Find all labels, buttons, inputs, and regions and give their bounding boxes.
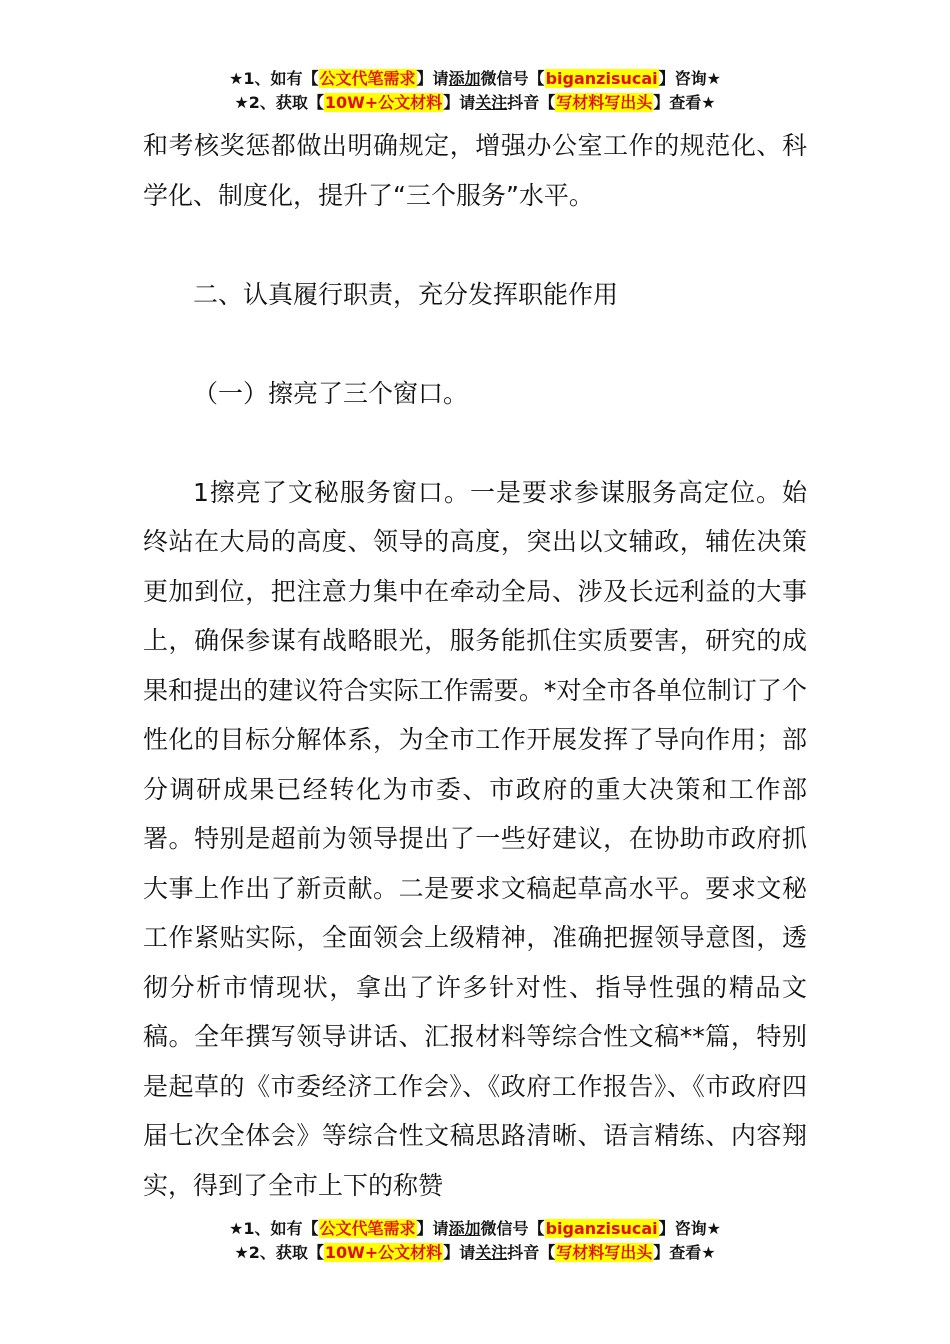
subsection-heading: （一）擦亮了三个窗口。 — [193, 378, 469, 408]
bottom-promo-banner — [0, 1217, 950, 1265]
highlight-douyin-account: 写材料写出头 — [556, 93, 653, 112]
highlight-wechat-id: biganzisucai — [545, 69, 658, 88]
highlight-wechat-id: biganzisucai — [545, 1219, 658, 1238]
top-promo-banner — [0, 67, 950, 115]
section-heading: 二、认真履行职责，充分发挥职能作用 — [193, 279, 619, 309]
highlight-materials: 10W+公文材料 — [324, 93, 443, 112]
banner-line-1: ★1、如有【公文代笔需求】请添加微信号【biganzisucai】咨询★ — [229, 69, 721, 88]
highlight-douyin-account: 写材料写出头 — [556, 1243, 653, 1262]
intro-paragraph: 和考核奖惩都做出明确规定，增强办公室工作的规范化、科学化、制度化，提升了“三个服务”水平。 — [143, 131, 807, 210]
banner-line-2: ★2、获取【10W+公文材料】请关注抖音【写材料写出头】查看★ — [234, 1243, 716, 1262]
banner-line-2: ★2、获取【10W+公文材料】请关注抖音【写材料写出头】查看★ — [234, 93, 716, 112]
highlight-materials: 10W+公文材料 — [324, 1243, 443, 1262]
highlight-writing-service: 公文代笔需求 — [319, 69, 416, 88]
document-body — [143, 121, 807, 1210]
highlight-writing-service: 公文代笔需求 — [319, 1219, 416, 1238]
body-paragraph: 1擦亮了文秘服务窗口。一是要求参谋服务高定位。始终站在大局的高度、领导的高度，突出以文辅政，辅佐决策更加到位，把注意力集中在牵动全局、涉及长远利益的大事上，确保参谋有战略眼光，服务能抓住实质要害，研究的成果和提出的建议符合实际工作需要。*对全市各单位制订了个性化的目标分解体系，为全市工作开展发挥了导向作用；部分调研成果已经转化为市委、市政府的重大决策和工作部署。特别是超前为领导提出了一些好建议，在协助市政府抓大事上作出了新贡献。二是要求文稿起草高水平。要求文秘工作紧贴实际，全面领会上级精神，准确把握领导意图，透彻分析市情现状，拿出了许多针对性、指导性强的精品文稿。全年撰写领导讲话、汇报材料等综合性文稿**篇，特别是起草的《市委经济工作会》、《政府工作报告》、《市政府四届七次全体会》等综合性文稿思路清晰、语言精练、内容翔实，得到了全市上下的称赞 — [143, 477, 807, 1200]
banner-line-1: ★1、如有【公文代笔需求】请添加微信号【biganzisucai】咨询★ — [229, 1219, 721, 1238]
